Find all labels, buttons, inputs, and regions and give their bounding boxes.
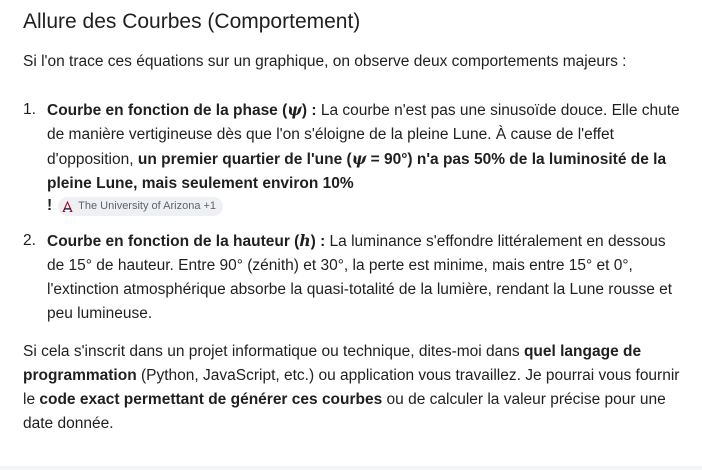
source-label: The University of Arizona +1 <box>78 199 217 212</box>
source-line <box>47 195 683 217</box>
exclamation: ! <box>47 197 53 214</box>
item-text: Courbe en fonction de la hauteur (h) : La luminance s'effondre littéralement en dessous de 15° de hauteur. Entre 90° (zénith) et 30°, la perte est minime, mais entre 15° et 0°, l'extinction atmosphérique absorbe la quasi-totalité de la lumière, rendant la Lune rousse et peu lumineuse. <box>47 231 673 322</box>
behavior-list <box>23 98 683 326</box>
response-content <box>23 8 683 436</box>
list-number: 1. <box>23 101 36 118</box>
bottom-divider <box>0 466 702 470</box>
item-text: Courbe en fonction de la phase (ψ) : La courbe n'est pas une sinusoïde douce. Elle chute de manière vertigineuse dès que l'on s'éloigne de la pleine Lune. À cause de l'effet d'opposition, un premier quartier de l'une (ψ = 90°) n'a pas 50% de la luminosité de la pleine Lune, mais seulement environ 10% <box>47 100 680 192</box>
list-number: 2. <box>23 232 36 249</box>
source-chip[interactable] <box>58 197 223 216</box>
psi-symbol: ψ <box>287 100 302 119</box>
closing-paragraph: Si cela s'inscrit dans un projet informatique ou technique, dites-moi dans quel langage de programmation (Python, JavaScript, etc.) ou application vous travaillez. Je pourrai vous fournir le code exact permettant de générer ces courbes ou de calculer la valeur précise pour une date donnée. <box>23 343 680 432</box>
list-item-height <box>23 229 683 326</box>
key-finding: un premier quartier de l'une (ψ = 90°) n'a pas 50% de la luminosité de la pleine Lune, mais seulement environ 10% <box>47 149 667 192</box>
section-heading: Allure des Courbes (Comportement) <box>23 10 361 33</box>
intro-paragraph: Si l'on trace ces équations sur un graphique, on observe deux comportements majeurs : <box>23 53 627 70</box>
item-title: Courbe en fonction de la hauteur (h) : <box>47 231 326 250</box>
item-title: Courbe en fonction de la phase (ψ) : <box>47 100 317 119</box>
psi-symbol: ψ <box>351 149 367 168</box>
list-item-phase <box>23 98 683 217</box>
university-of-arizona-logo-icon <box>61 200 74 213</box>
h-symbol: h <box>299 231 311 250</box>
